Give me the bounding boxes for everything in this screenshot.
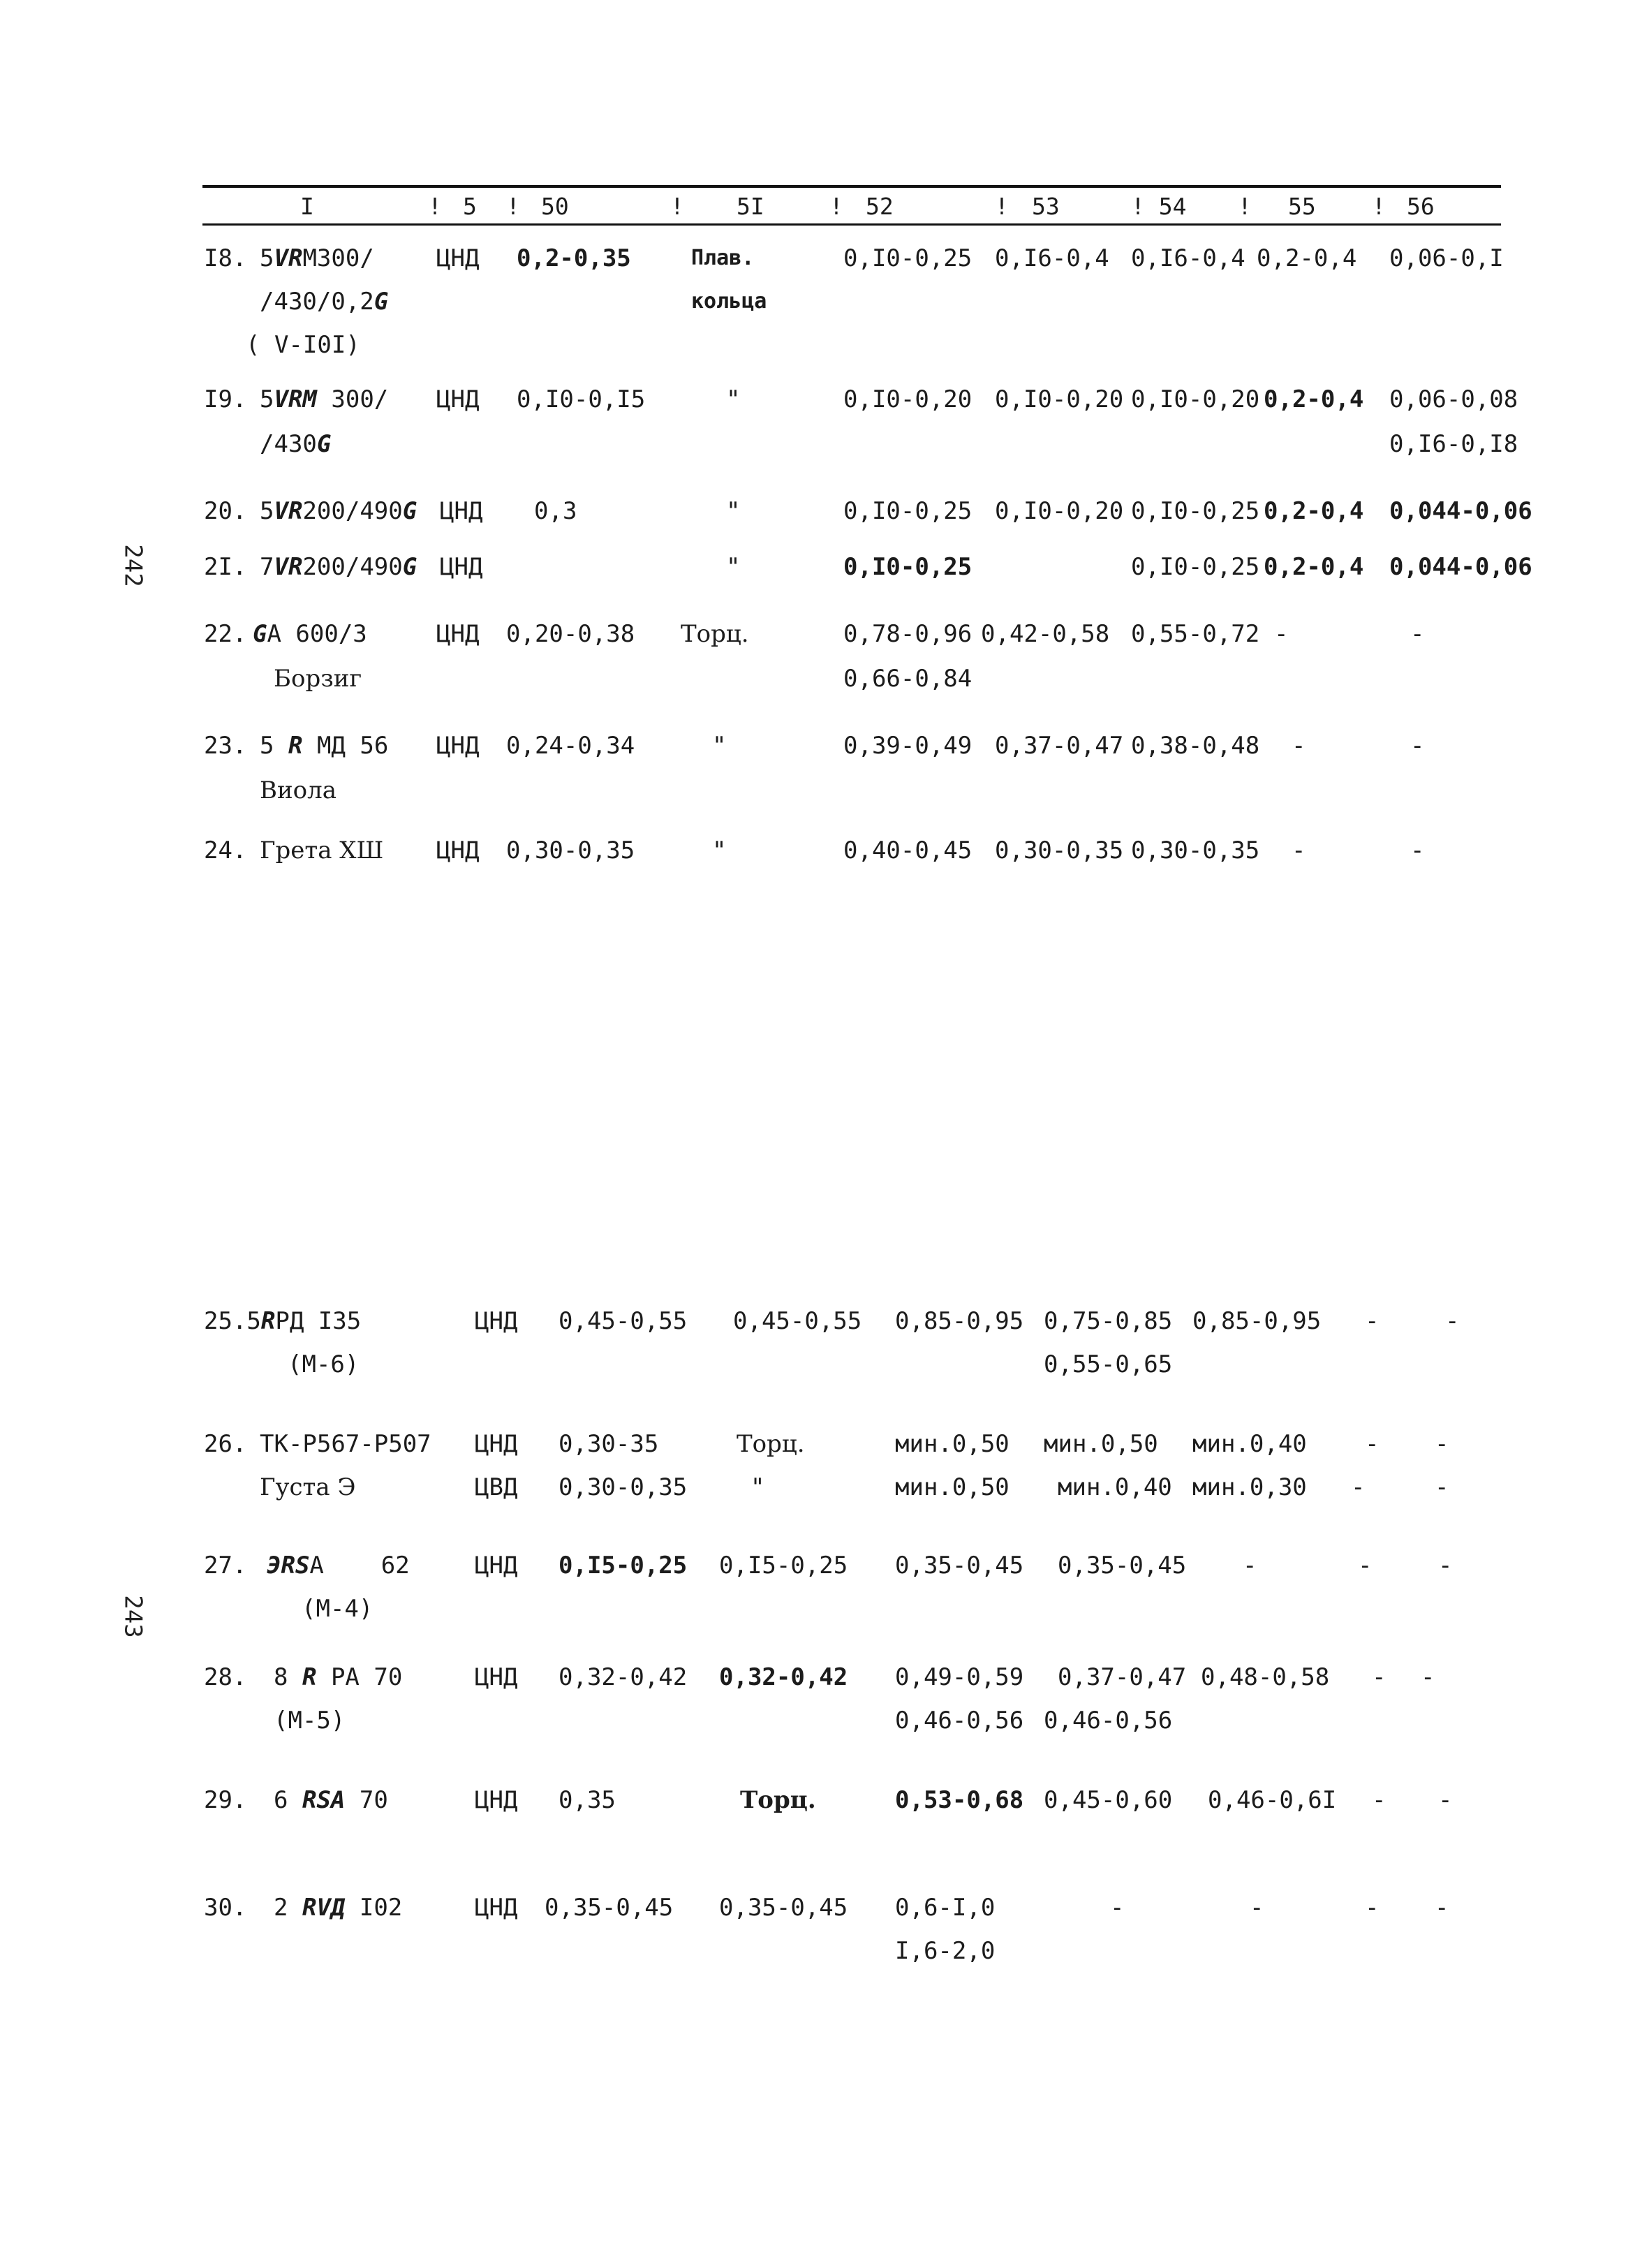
cell-col-50: 0,30-35: [559, 1430, 659, 1458]
cell-col-51: ": [712, 837, 727, 864]
machine-name: GA 600/3: [253, 620, 367, 648]
machine-name: 5VRM300/: [260, 244, 374, 272]
cell-col-5: ЦНД: [440, 497, 483, 525]
cell-col-50: 0,30-0,35: [506, 837, 635, 864]
machine-name-line3: ( V-I0I): [246, 331, 360, 359]
header-sep: !: [670, 193, 684, 220]
cell-col-50: 0,I0-0,I5: [517, 385, 646, 413]
cell-col-51: ": [726, 385, 741, 413]
cell-col-55: 0,2-0,4: [1264, 553, 1364, 581]
machine-name-line2: /430/0,2G: [260, 288, 389, 316]
header-sep: !: [829, 193, 843, 220]
cell-col-50: 0,35-0,45: [545, 1894, 674, 1922]
cell-col-51: 0,35-0,45: [719, 1894, 848, 1922]
header-sep: !: [506, 193, 520, 220]
cell-col-52-line2: 0,66-0,84: [843, 665, 973, 693]
cell-col-55: -: [1372, 1786, 1387, 1814]
cell-col-5: ЦНД: [436, 732, 480, 760]
cell-col-55: -: [1365, 1430, 1380, 1458]
cell-col-52: 0,I0-0,25: [843, 553, 973, 581]
cell-col-56-line2: 0,I6-0,I8: [1389, 430, 1518, 458]
cell-col-53: 0,37-0,47: [995, 732, 1124, 760]
header-sep: !: [428, 193, 442, 220]
machine-name: ТК-Р567-Р507: [260, 1430, 431, 1458]
cell-col-50: 0,20-0,38: [506, 620, 635, 648]
cell-col-52: 0,I0-0,20: [843, 385, 973, 413]
header-sep: !: [1238, 193, 1252, 220]
cell-col-51: ": [726, 497, 741, 525]
row-number: 29.: [204, 1786, 247, 1814]
cell-col-51: Плав.: [691, 246, 755, 270]
cell-col-54: 0,30-0,35: [1131, 837, 1260, 864]
cell-col-55: -: [1365, 1894, 1380, 1922]
cell-col-5: ЦНД: [475, 1307, 518, 1335]
cell-col-52: 0,I0-0,25: [843, 244, 973, 272]
cell-col-54: 0,48-0,58: [1201, 1663, 1330, 1691]
cell-col-53: 0,I0-0,20: [995, 385, 1124, 413]
cell-col-55: 0,2-0,4: [1264, 385, 1364, 413]
cell-col-53-line2: 0,46-0,56: [1044, 1707, 1173, 1735]
cell-col-51: 0,45-0,55: [733, 1307, 862, 1335]
cell-col-52: 0,40-0,45: [843, 837, 973, 864]
cell-col-56: -: [1435, 1894, 1449, 1922]
machine-name: 5VR200/490G: [260, 497, 417, 525]
cell-col-53: -: [1110, 1894, 1125, 1922]
row-number: 24.: [204, 837, 247, 864]
cell-col-51: ": [712, 732, 727, 760]
cell-col-56: 0,044-0,06: [1389, 497, 1532, 525]
cell-col-5: ЦНД: [475, 1552, 518, 1580]
machine-name: ЭRSA 62: [267, 1552, 410, 1580]
cell-col-50-line2: 0,30-0,35: [559, 1473, 688, 1501]
cell-col-54: мин.0,40: [1192, 1430, 1307, 1458]
header-col-5: 5: [463, 193, 477, 220]
cell-col-55: 0,2-0,4: [1257, 244, 1357, 272]
cell-col-52: 0,39-0,49: [843, 732, 973, 760]
row-number: I8.: [204, 244, 247, 272]
machine-name-line2: (М-4): [302, 1595, 374, 1623]
machine-name: 6 RSA 70: [274, 1786, 388, 1814]
cell-col-56: -: [1410, 837, 1425, 864]
machine-name: 25.5RРД I35: [204, 1307, 362, 1335]
cell-col-54: 0,I0-0,25: [1131, 553, 1260, 581]
machine-name-line2: (М-6): [288, 1350, 360, 1378]
cell-col-54-line2: мин.0,30: [1192, 1473, 1307, 1501]
cell-col-5: ЦНД: [436, 244, 480, 272]
header-sep: !: [1372, 193, 1386, 220]
cell-col-54: -: [1250, 1894, 1264, 1922]
cell-col-51: 0,32-0,42: [719, 1663, 848, 1691]
row-number: 27.: [204, 1552, 247, 1580]
header-sep: !: [995, 193, 1009, 220]
cell-col-52: 0,I0-0,25: [843, 497, 973, 525]
cell-col-50: 0,45-0,55: [559, 1307, 688, 1335]
cell-col-5: ЦНД: [475, 1786, 518, 1814]
header-col-52: 52: [866, 193, 894, 220]
cell-col-55: -: [1292, 837, 1306, 864]
cell-col-53-line2: мин.0,40: [1058, 1473, 1172, 1501]
cell-col-52: мин.0,50: [895, 1430, 1010, 1458]
machine-name-line2: (М-5): [274, 1707, 346, 1735]
row-number: 30.: [204, 1894, 247, 1922]
cell-col-5: ЦНД: [436, 620, 480, 648]
cell-col-50: 0,2-0,35: [517, 244, 631, 272]
cell-col-55: -: [1372, 1663, 1387, 1691]
cell-col-51: Торц.: [737, 1430, 805, 1458]
cell-col-56: -: [1421, 1663, 1435, 1691]
header-top-rule: [202, 185, 1501, 188]
cell-col-51: Торц.: [740, 1786, 816, 1814]
cell-col-5: ЦНД: [436, 385, 480, 413]
cell-col-52: 0,53-0,68: [895, 1786, 1024, 1814]
cell-col-52: 0,49-0,59: [895, 1663, 1024, 1691]
row-number: 22.: [204, 620, 247, 648]
cell-col-56: 0,044-0,06: [1389, 553, 1532, 581]
cell-col-50: 0,3: [534, 497, 577, 525]
cell-col-54: 0,I6-0,4: [1131, 244, 1245, 272]
cell-col-53: 0,45-0,60: [1044, 1786, 1173, 1814]
cell-col-56: -: [1410, 732, 1425, 760]
row-number: 26.: [204, 1430, 247, 1458]
cell-col-51-line2: кольца: [691, 289, 767, 314]
machine-name: 5VRM 300/: [260, 385, 389, 413]
cell-col-50: 0,32-0,42: [559, 1663, 688, 1691]
cell-col-53: мин.0,50: [1044, 1430, 1158, 1458]
cell-col-55: -: [1365, 1307, 1380, 1335]
cell-col-52-line2: мин.0,50: [895, 1473, 1010, 1501]
cell-col-54: 0,55-0,72: [1131, 620, 1260, 648]
row-number: 23.: [204, 732, 247, 760]
cell-col-50: 0,I5-0,25: [559, 1552, 688, 1580]
header-col-55: 55: [1288, 193, 1316, 220]
cell-col-53: 0,I6-0,4: [995, 244, 1109, 272]
cell-col-54: 0,85-0,95: [1192, 1307, 1322, 1335]
cell-col-5: ЦНД: [475, 1663, 518, 1691]
cell-col-54: 0,38-0,48: [1131, 732, 1260, 760]
cell-col-53: 0,75-0,85: [1044, 1307, 1173, 1335]
cell-col-52: 0,78-0,96: [843, 620, 973, 648]
cell-col-52-line2: 0,46-0,56: [895, 1707, 1024, 1735]
cell-col-56: -: [1445, 1307, 1460, 1335]
cell-col-56: -: [1435, 1430, 1449, 1458]
cell-col-56: -: [1438, 1552, 1453, 1580]
machine-name: 5 R МД 56: [260, 732, 389, 760]
cell-col-50: 0,24-0,34: [506, 732, 635, 760]
page-number-upper: 242: [119, 544, 147, 587]
cell-col-53: 0,42-0,58: [981, 620, 1110, 648]
cell-col-54: 0,46-0,6I: [1208, 1786, 1337, 1814]
row-number: 28.: [204, 1663, 247, 1691]
header-col-50: 50: [541, 193, 569, 220]
cell-col-51-line2: ": [750, 1473, 765, 1501]
cell-col-55: -: [1292, 732, 1306, 760]
cell-col-56: 0,06-0,I: [1389, 244, 1504, 272]
machine-name-line2: Борзиг: [274, 665, 362, 693]
cell-col-55: 0,2-0,4: [1264, 497, 1364, 525]
cell-col-5: ЦНД: [440, 553, 483, 581]
cell-col-53: 0,30-0,35: [995, 837, 1124, 864]
cell-col-5-line2: ЦВД: [475, 1473, 518, 1501]
cell-col-56: -: [1410, 620, 1425, 648]
cell-col-52-line2: I,6-2,0: [895, 1937, 996, 1965]
cell-col-56: -: [1438, 1786, 1453, 1814]
cell-col-54: 0,I0-0,20: [1131, 385, 1260, 413]
machine-name-line2: /430G: [260, 430, 332, 458]
cell-col-54: 0,I0-0,25: [1131, 497, 1260, 525]
machine-name-line2: Виола: [260, 776, 337, 804]
header-col-53: 53: [1032, 193, 1060, 220]
cell-col-53-line2: 0,55-0,65: [1044, 1350, 1173, 1378]
cell-col-5: ЦНД: [475, 1430, 518, 1458]
header-bottom-rule: [202, 223, 1501, 226]
machine-name-line2: Густа Э: [260, 1473, 356, 1501]
cell-col-55: -: [1358, 1552, 1373, 1580]
machine-name: 8 R PA 70: [274, 1663, 403, 1691]
header-col-51: 5I: [737, 193, 764, 220]
cell-col-55-line2: -: [1351, 1473, 1366, 1501]
machine-name: 2 RVД I02: [274, 1894, 403, 1922]
cell-col-53: 0,35-0,45: [1058, 1552, 1187, 1580]
cell-col-5: ЦНД: [475, 1894, 518, 1922]
row-number: 2I.: [204, 553, 247, 581]
header-col-54: ! 54: [1131, 193, 1187, 220]
cell-col-5: ЦНД: [436, 837, 480, 864]
cell-col-53: 0,I0-0,20: [995, 497, 1124, 525]
cell-col-51: 0,I5-0,25: [719, 1552, 848, 1580]
cell-col-52: 0,6-I,0: [895, 1894, 996, 1922]
cell-col-51: ": [726, 553, 741, 581]
cell-col-55: -: [1274, 620, 1289, 648]
cell-col-51: Торц.: [681, 620, 749, 648]
header-col-56: 56: [1407, 193, 1435, 220]
cell-col-56-line2: -: [1435, 1473, 1449, 1501]
cell-col-52: 0,85-0,95: [895, 1307, 1024, 1335]
machine-name: Грета ХШ: [260, 837, 384, 864]
cell-col-53: 0,37-0,47: [1058, 1663, 1187, 1691]
header-col-1: I: [300, 193, 314, 220]
cell-col-54: -: [1243, 1552, 1257, 1580]
cell-col-50: 0,35: [559, 1786, 616, 1814]
machine-name: 7VR200/490G: [260, 553, 417, 581]
cell-col-52: 0,35-0,45: [895, 1552, 1024, 1580]
row-number: 20.: [204, 497, 247, 525]
row-number: I9.: [204, 385, 247, 413]
cell-col-56: 0,06-0,08: [1389, 385, 1518, 413]
page-number-lower: 243: [119, 1595, 147, 1638]
